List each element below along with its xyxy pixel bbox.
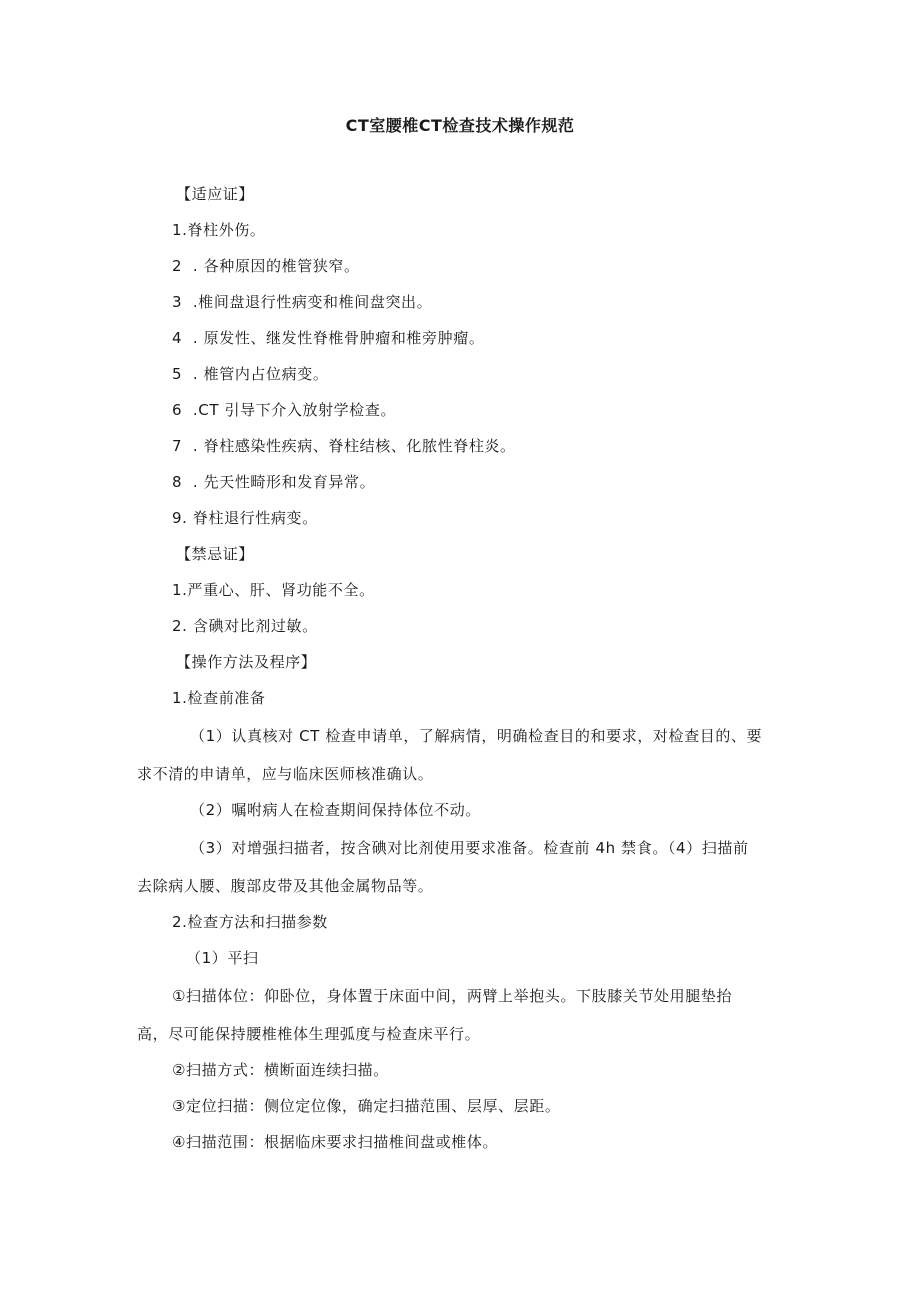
prep-item-1-line2: 求不清的申请单，应与临床医师核准确认。 <box>137 765 434 783</box>
contraindication-item: 2. 含碘对比剂过敏。 <box>172 617 318 635</box>
indication-item: 9. 脊柱退行性病变。 <box>172 509 318 527</box>
plain-scan-item-1-line1: ①扫描体位：仰卧位，身体置于床面中间，两臂上举抱头。下肢膝关节处用腿垫抬 <box>172 987 733 1005</box>
plain-scan-item-3: ③定位扫描：侧位定位像，确定扫描范围、层厚、层距。 <box>172 1097 561 1115</box>
plain-scan-title: （1）平扫 <box>186 949 259 967</box>
indication-item: 1.脊柱外伤。 <box>172 221 266 239</box>
prep-item-3-line2: 去除病人腰、腹部皮带及其他金属物品等。 <box>137 877 434 895</box>
prep-item-2: （2）嘱咐病人在检查期间保持体位不动。 <box>190 801 481 819</box>
section-heading-indications: 【适应证】 <box>176 185 255 203</box>
prep-item-3-line1: （3）对增强扫描者，按含碘对比剂使用要求准备。检查前 4h 禁食。（4）扫描前 <box>190 839 749 857</box>
section-heading-contraindications: 【禁忌证】 <box>176 545 255 563</box>
indication-item: 7 . 脊柱感染性疾病、脊柱结核、化脓性脊柱炎。 <box>172 437 516 455</box>
prep-item-1-line1: （1）认真核对 CT 检查申请单，了解病情，明确检查目的和要求，对检查目的、要 <box>190 727 763 745</box>
indication-item: 8 . 先天性畸形和发育异常。 <box>172 473 376 491</box>
indication-item: 5 . 椎管内占位病变。 <box>172 365 329 383</box>
indication-item: 6 .CT 引导下介入放射学检查。 <box>172 401 397 419</box>
indication-item: 3 .椎间盘退行性病变和椎间盘突出。 <box>172 293 433 311</box>
section-heading-procedure: 【操作方法及程序】 <box>176 653 317 671</box>
plain-scan-item-1-line2: 高，尽可能保持腰椎椎体生理弧度与检查床平行。 <box>137 1025 481 1043</box>
plain-scan-item-2: ②扫描方式：横断面连续扫描。 <box>172 1061 389 1079</box>
document-title: CT室腰椎CT检查技术操作规范 <box>345 116 575 135</box>
plain-scan-item-4: ④扫描范围：根据临床要求扫描椎间盘或椎体。 <box>172 1133 499 1151</box>
prep-title: 1.检查前准备 <box>172 689 266 707</box>
indication-item: 2 . 各种原因的椎管狭窄。 <box>172 257 360 275</box>
method-title: 2.检查方法和扫描参数 <box>172 913 328 931</box>
contraindication-item: 1.严重心、肝、肾功能不全。 <box>172 581 375 599</box>
indication-item: 4 . 原发性、继发性脊椎骨肿瘤和椎旁肿瘤。 <box>172 329 485 347</box>
